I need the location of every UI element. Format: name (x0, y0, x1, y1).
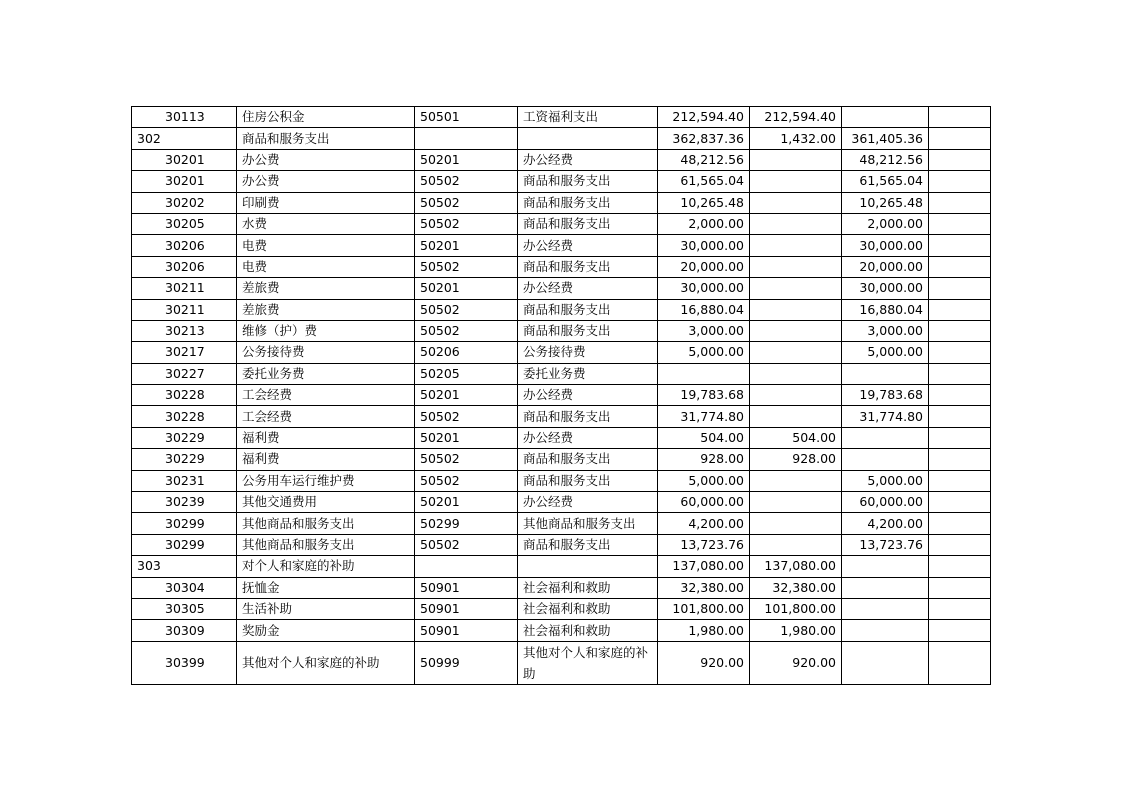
basic-amount-cell (750, 213, 842, 234)
function-name-cell: 办公经费 (518, 492, 658, 513)
function-code-cell: 50299 (415, 513, 518, 534)
total-amount-cell: 101,800.00 (658, 598, 750, 619)
economic-code-cell: 302 (132, 128, 237, 149)
category-row (132, 556, 991, 577)
function-code-cell: 50201 (415, 427, 518, 448)
table-row (132, 192, 991, 213)
economic-code-cell: 30229 (132, 427, 237, 448)
remark-cell (929, 149, 991, 170)
table-row (132, 107, 991, 128)
project-amount-cell: 31,774.80 (842, 406, 929, 427)
project-amount-cell: 3,000.00 (842, 320, 929, 341)
function-code-cell: 50201 (415, 278, 518, 299)
economic-name-cell: 电费 (237, 235, 415, 256)
basic-amount-cell (750, 256, 842, 277)
project-amount-cell (842, 556, 929, 577)
total-amount-cell: 60,000.00 (658, 492, 750, 513)
economic-code-cell: 30202 (132, 192, 237, 213)
total-amount-cell: 31,774.80 (658, 406, 750, 427)
project-amount-cell (842, 620, 929, 641)
remark-cell (929, 342, 991, 363)
project-amount-cell (842, 577, 929, 598)
function-code-cell: 50206 (415, 342, 518, 363)
economic-code-cell: 30239 (132, 492, 237, 513)
function-name-cell: 办公经费 (518, 278, 658, 299)
function-name-cell: 工资福利支出 (518, 107, 658, 128)
project-amount-cell (842, 363, 929, 384)
remark-cell (929, 534, 991, 555)
function-name-cell: 商品和服务支出 (518, 406, 658, 427)
economic-name-cell: 公务用车运行维护费 (237, 470, 415, 491)
table-row (132, 513, 991, 534)
function-code-cell: 50502 (415, 534, 518, 555)
economic-code-cell: 303 (132, 556, 237, 577)
function-code-cell: 50502 (415, 171, 518, 192)
basic-amount-cell: 928.00 (750, 449, 842, 470)
remark-cell (929, 577, 991, 598)
remark-cell (929, 385, 991, 406)
economic-code-cell: 30211 (132, 278, 237, 299)
basic-amount-cell: 1,432.00 (750, 128, 842, 149)
economic-code-cell: 30304 (132, 577, 237, 598)
total-amount-cell: 30,000.00 (658, 235, 750, 256)
basic-amount-cell (750, 299, 842, 320)
economic-name-cell: 电费 (237, 256, 415, 277)
economic-name-cell: 其他对个人和家庭的补助 (237, 641, 415, 684)
economic-code-cell: 30299 (132, 534, 237, 555)
remark-cell (929, 492, 991, 513)
economic-name-cell: 对个人和家庭的补助 (237, 556, 415, 577)
total-amount-cell: 20,000.00 (658, 256, 750, 277)
table-row (132, 598, 991, 619)
function-name-cell: 社会福利和救助 (518, 598, 658, 619)
table-row (132, 213, 991, 234)
project-amount-cell: 5,000.00 (842, 470, 929, 491)
basic-amount-cell: 1,980.00 (750, 620, 842, 641)
total-amount-cell: 137,080.00 (658, 556, 750, 577)
project-amount-cell (842, 641, 929, 684)
economic-name-cell: 差旅费 (237, 299, 415, 320)
economic-name-cell: 水费 (237, 213, 415, 234)
project-amount-cell (842, 427, 929, 448)
project-amount-cell: 13,723.76 (842, 534, 929, 555)
project-amount-cell: 60,000.00 (842, 492, 929, 513)
economic-code-cell: 30229 (132, 449, 237, 470)
function-name-cell: 办公经费 (518, 235, 658, 256)
function-name-cell: 办公经费 (518, 385, 658, 406)
table-row (132, 256, 991, 277)
table-row (132, 299, 991, 320)
function-code-cell: 50201 (415, 492, 518, 513)
total-amount-cell: 3,000.00 (658, 320, 750, 341)
function-code-cell: 50201 (415, 235, 518, 256)
economic-name-cell: 其他商品和服务支出 (237, 534, 415, 555)
function-name-cell: 商品和服务支出 (518, 171, 658, 192)
function-code-cell: 50502 (415, 406, 518, 427)
table-row (132, 363, 991, 384)
function-name-cell: 办公经费 (518, 149, 658, 170)
remark-cell (929, 235, 991, 256)
economic-code-cell: 30228 (132, 406, 237, 427)
function-code-cell: 50201 (415, 149, 518, 170)
remark-cell (929, 320, 991, 341)
basic-amount-cell (750, 513, 842, 534)
function-code-cell (415, 556, 518, 577)
function-name-cell: 商品和服务支出 (518, 213, 658, 234)
function-code-cell: 50501 (415, 107, 518, 128)
economic-name-cell: 办公费 (237, 171, 415, 192)
economic-name-cell: 其他交通费用 (237, 492, 415, 513)
function-name-cell (518, 556, 658, 577)
remark-cell (929, 513, 991, 534)
total-amount-cell: 362,837.36 (658, 128, 750, 149)
total-amount-cell: 2,000.00 (658, 213, 750, 234)
basic-amount-cell (750, 534, 842, 555)
economic-name-cell: 住房公积金 (237, 107, 415, 128)
function-code-cell: 50901 (415, 598, 518, 619)
function-code-cell: 50502 (415, 299, 518, 320)
total-amount-cell: 16,880.04 (658, 299, 750, 320)
total-amount-cell: 32,380.00 (658, 577, 750, 598)
table-row (132, 534, 991, 555)
function-name-cell: 其他商品和服务支出 (518, 513, 658, 534)
economic-code-cell: 30206 (132, 256, 237, 277)
table-row (132, 235, 991, 256)
table-row (132, 406, 991, 427)
project-amount-cell: 19,783.68 (842, 385, 929, 406)
economic-name-cell: 维修（护）费 (237, 320, 415, 341)
remark-cell (929, 598, 991, 619)
basic-amount-cell: 212,594.40 (750, 107, 842, 128)
project-amount-cell: 20,000.00 (842, 256, 929, 277)
basic-amount-cell (750, 385, 842, 406)
basic-amount-cell (750, 192, 842, 213)
remark-cell (929, 641, 991, 684)
economic-name-cell: 工会经费 (237, 385, 415, 406)
table-row (132, 577, 991, 598)
function-name-cell: 办公经费 (518, 427, 658, 448)
function-code-cell: 50901 (415, 620, 518, 641)
economic-name-cell: 商品和服务支出 (237, 128, 415, 149)
economic-code-cell: 30228 (132, 385, 237, 406)
remark-cell (929, 171, 991, 192)
economic-code-cell: 30206 (132, 235, 237, 256)
table-row (132, 342, 991, 363)
basic-amount-cell (750, 278, 842, 299)
remark-cell (929, 107, 991, 128)
remark-cell (929, 213, 991, 234)
project-amount-cell: 2,000.00 (842, 213, 929, 234)
basic-amount-cell: 504.00 (750, 427, 842, 448)
remark-cell (929, 556, 991, 577)
economic-code-cell: 30201 (132, 171, 237, 192)
economic-code-cell: 30201 (132, 149, 237, 170)
economic-name-cell: 其他商品和服务支出 (237, 513, 415, 534)
economic-code-cell: 30399 (132, 641, 237, 684)
economic-code-cell: 30305 (132, 598, 237, 619)
function-name-cell: 商品和服务支出 (518, 449, 658, 470)
remark-cell (929, 299, 991, 320)
basic-amount-cell (750, 470, 842, 491)
function-name-cell: 商品和服务支出 (518, 192, 658, 213)
project-amount-cell (842, 598, 929, 619)
function-code-cell: 50502 (415, 320, 518, 341)
economic-name-cell: 福利费 (237, 427, 415, 448)
economic-name-cell: 抚恤金 (237, 577, 415, 598)
economic-name-cell: 差旅费 (237, 278, 415, 299)
project-amount-cell: 61,565.04 (842, 171, 929, 192)
project-amount-cell: 48,212.56 (842, 149, 929, 170)
total-amount-cell: 5,000.00 (658, 470, 750, 491)
table-row (132, 278, 991, 299)
economic-code-cell: 30113 (132, 107, 237, 128)
basic-amount-cell: 101,800.00 (750, 598, 842, 619)
economic-name-cell: 委托业务费 (237, 363, 415, 384)
project-amount-cell: 361,405.36 (842, 128, 929, 149)
table-row (132, 641, 991, 684)
project-amount-cell (842, 449, 929, 470)
function-code-cell: 50502 (415, 213, 518, 234)
function-name-cell: 商品和服务支出 (518, 320, 658, 341)
remark-cell (929, 128, 991, 149)
total-amount-cell: 4,200.00 (658, 513, 750, 534)
project-amount-cell: 30,000.00 (842, 278, 929, 299)
project-amount-cell: 30,000.00 (842, 235, 929, 256)
project-amount-cell: 16,880.04 (842, 299, 929, 320)
function-code-cell: 50502 (415, 470, 518, 491)
economic-name-cell: 办公费 (237, 149, 415, 170)
function-name-cell: 其他对个人和家庭的补助 (518, 641, 658, 684)
project-amount-cell: 5,000.00 (842, 342, 929, 363)
basic-amount-cell (750, 171, 842, 192)
project-amount-cell: 10,265.48 (842, 192, 929, 213)
total-amount-cell (658, 363, 750, 384)
table-row (132, 620, 991, 641)
economic-code-cell: 30309 (132, 620, 237, 641)
remark-cell (929, 406, 991, 427)
total-amount-cell: 1,980.00 (658, 620, 750, 641)
total-amount-cell: 5,000.00 (658, 342, 750, 363)
table-row (132, 449, 991, 470)
total-amount-cell: 30,000.00 (658, 278, 750, 299)
economic-code-cell: 30217 (132, 342, 237, 363)
total-amount-cell: 920.00 (658, 641, 750, 684)
economic-name-cell: 生活补助 (237, 598, 415, 619)
total-amount-cell: 928.00 (658, 449, 750, 470)
economic-name-cell: 奖励金 (237, 620, 415, 641)
function-name-cell: 商品和服务支出 (518, 470, 658, 491)
function-code-cell: 50205 (415, 363, 518, 384)
economic-code-cell: 30211 (132, 299, 237, 320)
total-amount-cell: 504.00 (658, 427, 750, 448)
table-row (132, 492, 991, 513)
table-row (132, 470, 991, 491)
remark-cell (929, 256, 991, 277)
basic-amount-cell (750, 492, 842, 513)
function-code-cell: 50999 (415, 641, 518, 684)
function-name-cell: 商品和服务支出 (518, 534, 658, 555)
table-body (132, 107, 991, 685)
function-code-cell: 50502 (415, 192, 518, 213)
economic-code-cell: 30213 (132, 320, 237, 341)
function-name-cell: 委托业务费 (518, 363, 658, 384)
basic-amount-cell (750, 149, 842, 170)
remark-cell (929, 363, 991, 384)
remark-cell (929, 192, 991, 213)
economic-name-cell: 工会经费 (237, 406, 415, 427)
economic-name-cell: 公务接待费 (237, 342, 415, 363)
function-code-cell (415, 128, 518, 149)
table-row (132, 149, 991, 170)
economic-code-cell: 30231 (132, 470, 237, 491)
budget-expenditure-table (131, 106, 991, 685)
function-name-cell: 公务接待费 (518, 342, 658, 363)
remark-cell (929, 449, 991, 470)
basic-amount-cell: 920.00 (750, 641, 842, 684)
table-row (132, 320, 991, 341)
project-amount-cell (842, 107, 929, 128)
total-amount-cell: 61,565.04 (658, 171, 750, 192)
function-name-cell (518, 128, 658, 149)
table-row (132, 427, 991, 448)
table-row (132, 385, 991, 406)
basic-amount-cell (750, 320, 842, 341)
function-name-cell: 商品和服务支出 (518, 256, 658, 277)
basic-amount-cell (750, 342, 842, 363)
economic-code-cell: 30299 (132, 513, 237, 534)
basic-amount-cell (750, 363, 842, 384)
remark-cell (929, 470, 991, 491)
total-amount-cell: 48,212.56 (658, 149, 750, 170)
economic-code-cell: 30227 (132, 363, 237, 384)
total-amount-cell: 13,723.76 (658, 534, 750, 555)
function-code-cell: 50201 (415, 385, 518, 406)
basic-amount-cell: 137,080.00 (750, 556, 842, 577)
economic-name-cell: 福利费 (237, 449, 415, 470)
total-amount-cell: 10,265.48 (658, 192, 750, 213)
remark-cell (929, 620, 991, 641)
function-name-cell: 社会福利和救助 (518, 577, 658, 598)
remark-cell (929, 427, 991, 448)
total-amount-cell: 212,594.40 (658, 107, 750, 128)
function-name-cell: 商品和服务支出 (518, 299, 658, 320)
function-code-cell: 50502 (415, 449, 518, 470)
project-amount-cell: 4,200.00 (842, 513, 929, 534)
function-code-cell: 50502 (415, 256, 518, 277)
economic-code-cell: 30205 (132, 213, 237, 234)
economic-name-cell: 印刷费 (237, 192, 415, 213)
table-row (132, 171, 991, 192)
function-name-cell: 社会福利和救助 (518, 620, 658, 641)
function-code-cell: 50901 (415, 577, 518, 598)
basic-amount-cell (750, 235, 842, 256)
basic-amount-cell (750, 406, 842, 427)
category-row (132, 128, 991, 149)
remark-cell (929, 278, 991, 299)
basic-amount-cell: 32,380.00 (750, 577, 842, 598)
total-amount-cell: 19,783.68 (658, 385, 750, 406)
